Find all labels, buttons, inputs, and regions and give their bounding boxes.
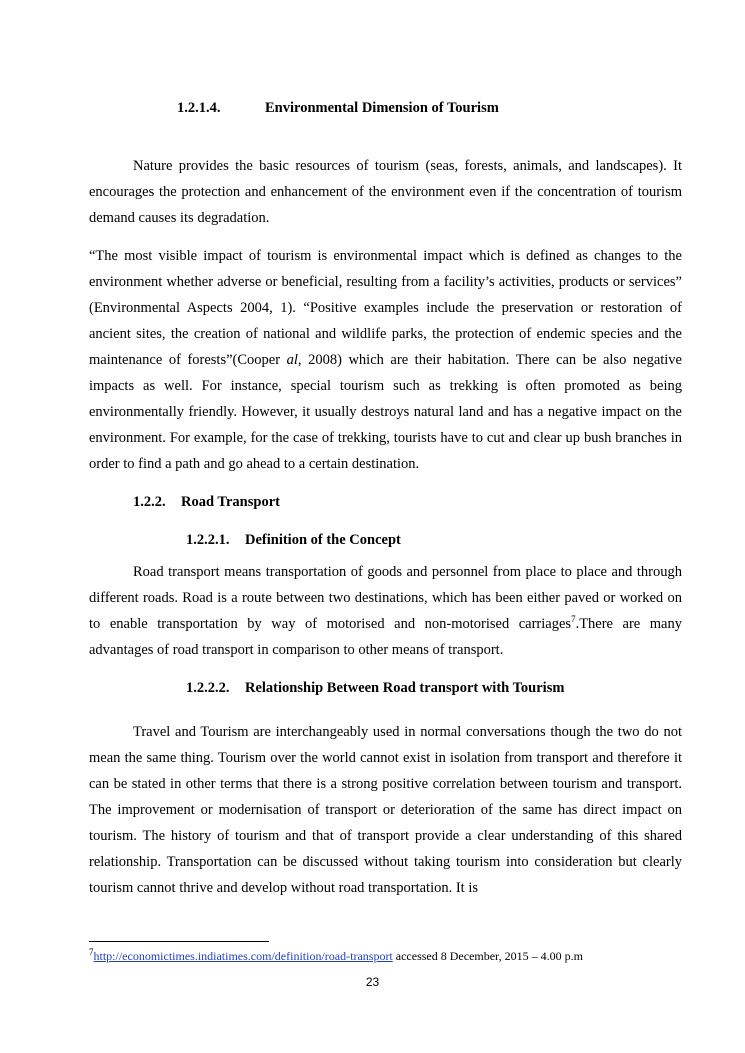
heading-title: Environmental Dimension of Tourism	[265, 100, 499, 116]
footnote-divider	[89, 941, 269, 942]
paragraph-road-transport-definition	[89, 559, 682, 663]
heading-title: Definition of the Concept	[245, 532, 401, 548]
heading-number: 1.2.2.1.	[186, 532, 230, 548]
italic-text: al	[286, 352, 298, 368]
footnote	[89, 949, 583, 964]
paragraph-text: .There are many advantages of road transport in comparison to other means of transport.	[89, 616, 682, 658]
footnote-link[interactable]: http://economictimes.indiatimes.com/definition/road-transport	[93, 949, 393, 963]
heading-number: 1.2.2.	[133, 494, 166, 510]
page-number: 23	[365, 975, 380, 989]
heading-number: 1.2.2.2.	[186, 680, 230, 696]
paragraph-text: , 2008) which are their habitation. There can be also negative impacts as well. For instance, special tourism such as trekking is often promoted as being environmentally friendly. However, it usually destroys natural land and has a negative impact on the environment. For example, for the case of trekking, tourists have to cut and clear up bush branches in order to find a path and go ahead to a certain destination.	[89, 352, 682, 472]
paragraph-environmental-impact	[89, 243, 682, 477]
heading-title: Road Transport	[181, 494, 280, 510]
heading-title: Relationship Between Road transport with Tourism	[245, 680, 565, 696]
paragraph-text: Road transport means transportation of goods and personnel from place to place and through different roads. Road is a route between two destinations, which has been either paved or worked on to enable transportation by way of motorised and non-motorised carriages	[89, 564, 682, 632]
heading-environmental-dimension	[177, 100, 499, 117]
paragraph-nature: Nature provides the basic resources of tourism (seas, forests, animals, and landscapes). It encourages the protection and enhancement of the environment even if the concentration of tourism demand causes its degradation.	[89, 158, 682, 226]
paragraph-travel-tourism: Travel and Tourism are interchangeably used in normal conversations though the two do not mean the same thing. Tourism over the world cannot exist in isolation from transport and therefore it can be stated in other terms that there is a strong positive correlation between tourism and transport. The improvement or modernisation of transport or deterioration of the same has direct impact on tourism. The history of tourism and that of transport provide a clear understanding of this shared relationship. Transportation can be discussed without taking tourism into consideration but clearly tourism cannot thrive and develop without road transportation. It is	[89, 724, 682, 896]
footnote-reference: 7	[571, 614, 576, 625]
paragraph-text: “The most visible impact of tourism is environmental impact which is defined as changes to the environment whether adverse or beneficial, resulting from a facility’s activities, products or services” (Environmental Aspects 2004, 1). “Positive examples include the preservation or restoration of ancient sites, the creation of national and wildlife parks, the protection of endemic species and the maintenance of forests”(Cooper	[89, 248, 682, 368]
footnote-marker: 7	[89, 947, 94, 957]
heading-relationship	[186, 680, 564, 697]
footnote-text: accessed 8 December, 2015 – 4.00 p.m	[392, 949, 583, 963]
heading-road-transport	[133, 494, 280, 511]
heading-number: 1.2.1.4.	[177, 100, 221, 116]
heading-definition-concept	[186, 532, 401, 549]
